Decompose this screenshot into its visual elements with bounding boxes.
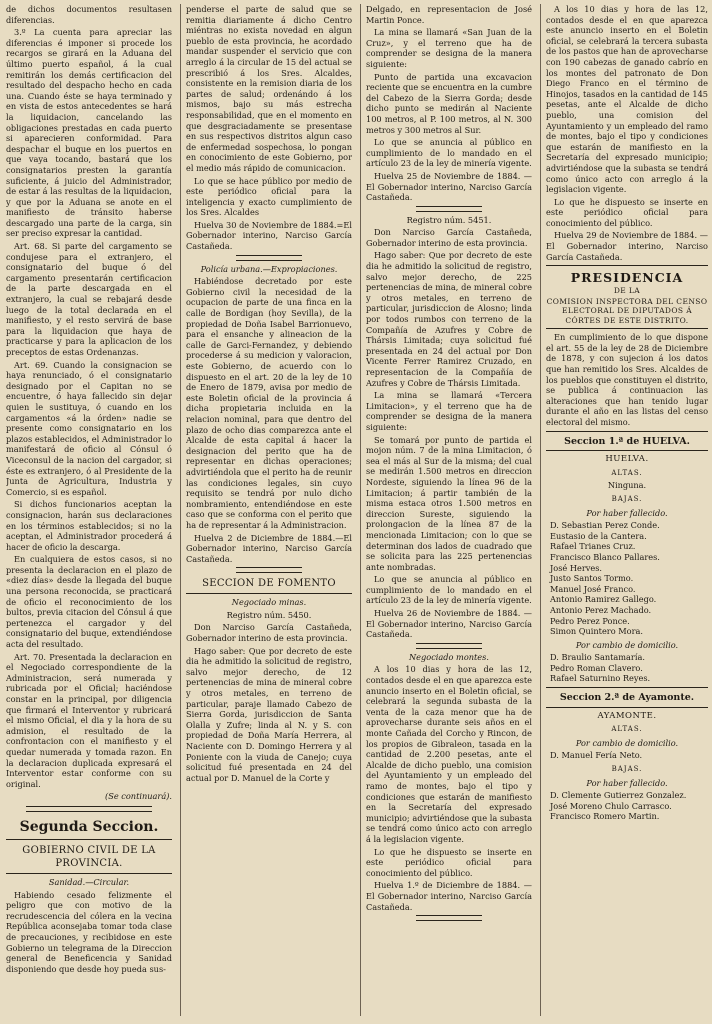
divider [546, 687, 708, 688]
person-name: Rafael Saturnino Reyes. [550, 673, 651, 684]
person-name: D. Sebastian Perez Conde. [550, 520, 660, 531]
person-name: Antonio Perez Machado. [550, 604, 652, 615]
signature-line: Huelva 1.º de Diciembre de 1884. —El Gobernador interino, Narciso García Castañeda. [366, 880, 532, 912]
reason-heading: Por haber fallecido. [586, 777, 668, 788]
subsection-heading: Negociado minas. [231, 597, 307, 608]
section-heading: SECCION DE FOMENTO [202, 578, 336, 590]
bajas-label: BAJAS. [611, 765, 643, 774]
registry-number: Registro núm. 5451. [406, 214, 492, 225]
person-name: Eustasio de la Cantera. [550, 530, 647, 541]
paragraph: Punto de partida una excavacion reciente que se encuentra en la cumbre del Cabezo de la Sierra Gorda; desde dicho punto se medirán al Naciente 100 metros, al P. 100 metros, al N. 300 metros y 300 metros al Sur. [366, 71, 532, 135]
paragraph: Lo que he dispuesto se inserte en este periódico oficial para conocimiento del público. [546, 196, 708, 228]
divider [186, 593, 352, 594]
altas-value: Ninguna. [607, 480, 647, 491]
signature-line: Huelva 2 de Diciembre de 1884.—El Gobernador interino, Narciso García Castañeda. [186, 532, 352, 564]
column-rule [540, 4, 541, 1016]
paragraph: penderse el parte de salud que se remitia diariamente á dicho Centro miéntras no exista novedad en algun pueblo de esta provincia, he acordado mandar suspender el servicio que con arreglo á la circular de 15 del actual se prescribió á los Sres. Alcaldes, consistente en la remision diaria de los partes de salud; ordenándo á los mismos, bajo su más estrecha responsabilidad, que en el momento en que desgraciadamente se presentase en sus respectivos distritos algun caso de enfermedad sospechosa, lo pongan en conocimiento de este Gobierno, por el medio más rápido de comunicacion. [186, 4, 352, 173]
deceased-list [546, 790, 708, 822]
presidencia-heading: PRESIDENCIA [570, 270, 684, 286]
presidencia-subheading: DE LA [613, 286, 641, 296]
census-section-title: Seccion 1.ª de HUELVA. [564, 435, 690, 447]
paragraph: Don Narciso García Castañeda, Gobernador interino de esta provincia. [186, 622, 352, 644]
column-rule [360, 4, 361, 1016]
divider [6, 839, 172, 840]
paragraph: Habiéndose decretado por este Gobierno civil la necesidad de la ocupacion de parte de una finca en la calle de Bordigan (hoy Sevilla), de la propiedad de Doña Isabel Barrionuevo, para el ensanche y alineacion de la calle de Garci-Fernandez, y debiendo procederse á su medicion y valoracion, este Gobierno, de acuerdo con lo dispuesto en el art. 20 de la ley de 10 de Enero de 1879, avisa por medio de este Boletin oficial de la provincia á dicha propietaria incluida en la relacion nominal, para que dentro del plazo de ocho dias comparezca ante el Alcalde de esta capital á hacer la designacion del perito que ha de representar en dichas operaciones; advirtiéndola que el perito ha de reunir las condiciones legales, sin cuyo requisito se tendrá por nulo dicho nombramiento, entendiéndose en este caso que se conforma con el perito que ha de representar á la Administracion. [186, 276, 352, 530]
paragraph: Lo que se anuncia al público en cumplimiento de lo mandado en el artículo 23 de la ley de minería vigente. [366, 137, 532, 169]
paragraph: 3.º La cuenta para apreciar las diferencias é imponer si procede los recargos se girará en la Aduana del último puerto español, á la cual remitirán los demás certificacion del resultado del despacho hecho en cada una. Cuando éste se haya terminado y en vista de estos antecedentes se hará la liquidacion, cancelando las obligaciones prestadas en cada puerto si aparecieren conformidad. Para despachar el buque en los puertos en que vaya tocando, bastará que los consignatarios presten la garantía suficiente, á juicio del Administrador, de estar á las resultas de la liquidacion, y que por la Aduana se anote en el manifiesto de tránsito haberse descargado una parte de la carga, sin ser preciso expresar la cantidad. [6, 27, 172, 239]
office-heading: GOBIERNO CIVIL DE LA PROVINCIA. [22, 844, 156, 869]
paragraph: Lo que se anuncia al público en cumplimiento de lo mandado en el artículo 23 de la ley de minería vigente. [366, 574, 532, 606]
relocated-list [546, 652, 708, 684]
person-name: D. Braulio Santamaría. [550, 652, 645, 663]
paragraph: En cumplimiento de lo que dispone el art. 55 de la ley de 28 de Diciembre de 1878, y con sujecion á los datos que han remitido los Sres. Alcaldes de los pueblos que constituyen el distrito, se publica á continuacion las alteraciones que han tenido lugar durante el año en las listas del censo electoral del mismo. [546, 332, 708, 427]
paragraph: Lo que he dispuesto se inserte en este periódico oficial para conocimiento del público. [366, 846, 532, 878]
divider [546, 450, 708, 451]
ornamental-rule [416, 643, 482, 649]
person-name: Francisco Romero Martin. [550, 811, 660, 822]
reason-heading: Por cambio de domicilio. [575, 737, 679, 748]
subsection-heading: Policía urbana.—Expropiaciones. [200, 263, 338, 274]
town-name: HUELVA. [605, 454, 649, 465]
altas-label: ALTAS. [611, 468, 643, 477]
paragraph: Art. 68. Si parte del cargamento se condujese para el extranjero, el consignatario del buque ó del cargamento presentarán certificacion de la parte descargada en el extranjero, la cual se rebajará desde luego de la total declarada en el manifiesto, y el resto servirá de base para la liquidacion que haya de practicarse y para la aplicacion de los preceptos de estas Ordenanzas. [6, 241, 172, 357]
person-name: Manuel José Franco. [550, 583, 636, 594]
census-section-title: Seccion 2.ª de Ayamonte. [559, 692, 695, 704]
person-name: José Herves. [550, 562, 603, 573]
person-name: Pedro Perez Ponce. [550, 615, 630, 626]
ornamental-rule [416, 915, 482, 921]
divider [546, 328, 708, 329]
column-2 [186, 4, 352, 1022]
divider [546, 265, 708, 266]
divider [546, 431, 708, 432]
ornamental-rule [26, 806, 152, 812]
person-name: Rafael Trianes Cruz. [550, 541, 636, 552]
paragraph: Hago saber: Que por decreto de este dia he admitido la solicitud de registro, salvo mejor derecho, de 225 pertenencias de mina, de mineral cobre y otros metales, en terreno de particular, jurisdiccion de Alosno; linda por todos rumbos con terreno de la Compañía de Azufres y Cobre de Thársis Limitada; cuya solicitud fué presentada en 24 del actual por Don Vicente Ferrer Ramirez Cruzado, en representacion de la Compañía de Azufres y Cobre de Thársis Limitada. [366, 250, 532, 388]
relocated-list [546, 750, 708, 761]
deceased-list [546, 520, 708, 637]
paragraph: La mina se llamará «Tercera Limitacion», y el terreno que ha de comprender se designa de la manera siguiente: [366, 390, 532, 432]
column-3 [366, 4, 532, 1022]
paragraph: Se tomará por punto de partida el mojon núm. 7 de la mina Limitacion, ó sea el más al Sur de la misma; del cual se medirán 1.500 metros en direccion Nordeste, siguiendo la línea 96 de la Limitacion; á partir también de la misma estaca otros 1.500 metros en direccion Sureste, siguiendo la prolongacion de la línea 87 de la mencionada Limitacion; con lo que se determinan dos lados de cuadrado que se solicita para las 225 pertenencias ante nombradas. [366, 434, 532, 572]
person-name: José Moreno Chulo Carrasco. [550, 800, 672, 811]
commission-heading: COMISION INSPECTORA DEL CENSO ELECTORAL DE DIPUTADOS Á CÓRTES DE ESTE DISTRITO. [546, 296, 708, 325]
altas-label: ALTAS. [611, 725, 643, 734]
person-name: D. Manuel Fería Neto. [550, 750, 643, 761]
person-name: Simon Quintero Mora. [550, 626, 643, 637]
registry-number: Registro núm. 5450. [226, 609, 312, 620]
paragraph: Si dichos funcionarios aceptan la consignacion, harán sus declaraciones en los términos establecidos; si no la aceptan, el Administrador procederá á hacer de oficio la descarga. [6, 499, 172, 552]
ornamental-rule [236, 567, 302, 573]
reason-heading: Por cambio de domicilio. [575, 639, 679, 650]
person-name: Francisco Blanco Pallares. [550, 551, 660, 562]
person-name: Antonio Ramirez Gallego. [550, 594, 657, 605]
column-4 [546, 4, 708, 1022]
column-1 [6, 4, 172, 1022]
signature-line: Huelva 29 de Noviembre de 1884. —El Gobernador interino, Narciso García Castañeda. [546, 230, 708, 262]
divider [546, 707, 708, 708]
subsection-heading: Negociado montes. [409, 651, 489, 662]
person-name: Pedro Roman Clavero. [550, 662, 643, 673]
paragraph: Don Narciso García Castañeda, Gobernador interino de esta provincia. [366, 227, 532, 248]
column-rule [180, 4, 181, 1016]
person-name: Justo Santos Tormo. [550, 573, 634, 584]
subsection-heading: Sanidad.—Circular. [48, 876, 130, 887]
reason-heading: Por haber fallecido. [586, 507, 668, 518]
paragraph: de dichos documentos resultasen diferencias. [6, 4, 172, 25]
paragraph: Art. 69. Cuando la consignacion se haya renunciado, ó el consignatario designado por el Capitan no se encuentre, ó haya fallecido sin dejar quien le sustituya, ó cuando en los cargamentos «á la órden» nadie se presente como consignatario en los plazos establecidos, el Administrador lo manifestará de oficio al Cónsul ó Viceconsul de la nacion del cargador, si éste es extranjero, ó al Presidente de la Junta de Agricultura, Industria y Comercio, si es español. [6, 359, 172, 497]
paragraph: Delgado, en representacion de José Martin Ponce. [366, 4, 532, 25]
section-heading: Segunda Seccion. [19, 818, 159, 835]
paragraph: Lo que se hace público por medio de este periódico oficial para la inteligencia y exacto cumplimiento de los Sres. Alcaldes [186, 175, 352, 218]
paragraph: Art. 70. Presentada la declaracion en el Negociado correspondiente de la Administracion, será numerada y rubricada por el Oficial; haciéndose constar en la principal, por diligencia que firmará el Interventor y rubricará el mismo Oficial, el dia y la hora de su admision, el resultado de la confrontacion con el manifiesto y el quedar numerada y tomada razon. En la declaracion duplicada expresará el Interventor estar conforme con su original. [6, 651, 172, 789]
continued-note: (Se continuará). [105, 791, 172, 802]
paragraph: A los 10 dias y hora de las 12, contados desde el en que aparezca este anuncio inserto en el Boletin oficial, se celebrará la segunda subasta de la venta de la caza menor que ha de aprovecharse durante seis años en el monte Cañada del Corcho y Rincon, de los propios de Gibraleon, tasada en la cantidad de 2.200 pesetas, ante el Alcalde de dicho pueblo, una comision del Ayuntamiento y un empleado del ramo de montes, bajo el tipo y condiciones que estarán de manifiesto en la Secretaría del expresado municipio; advirtiéndose que la subasta se tendrá como único acto con arreglo á la legislacion vigente. [366, 664, 532, 844]
divider [6, 873, 172, 874]
paragraph: La mina se llamará «San Juan de la Cruz», y el terreno que ha de comprender se designa de la manera siguiente: [366, 27, 532, 69]
ornamental-rule [236, 255, 302, 261]
paragraph: Habiendo cesado felizmente el peligro que con motivo de la recrudescencia del cólera en la vecina República aconsejaba tomar toda clase de precauciones, y recibidose en este Gobierno un telegrama de la Direccion general de Beneficencia y Sanidad disponiendo que desde hoy pueda sus- [6, 889, 172, 974]
person-name: D. Clemente Gutierrez Gonzalez. [550, 790, 687, 801]
paragraph: A los 10 dias y hora de las 12, contados desde el en que aparezca este anuncio inserto en el Boletin oficial, se celebrará la tercera subasta de los pastos que han de aprovecharse con 190 cabezas de ganado cabrío en los montes del patronato de Don Diego Franco en el término de Hinojos, tasados en la cantidad de 145 pesetas, ante el Alcalde de dicho pueblo, una comision del Ayuntamiento y un empleado del ramo de montes, bajo el tipo y condiciones que estarán de manifiesto en la Secretaría del expresado municipio; advirtiéndose que la subasta se tendrá como único acto con arreglo á la legislacion vigente. [546, 4, 708, 195]
paragraph: Hago saber: Que por decreto de este dia he admitido la solicitud de registro, salvo mejor derecho, de 12 pertenencias de mina de mineral cobre y otros metales, en terreno de particular, paraje llamado Cabezo de Sierra Gorda, jurisdiccion de Santa Olalla y Zufre; linda al N. y S. con propiedad de Doña María Herrera, al Naciente con D. Domingo Herrera y al Poniente con la viuda de Canejo; cuya solicitud fué presentada en 24 del actual por D. Manuel de la Corte y [186, 645, 352, 783]
town-name: AYAMONTE. [597, 710, 657, 721]
ornamental-rule [416, 206, 482, 212]
signature-line: Huelva 25 de Noviembre de 1884. —El Gobernador interino, Narciso García Castañeda. [366, 170, 532, 203]
bajas-label: BAJAS. [611, 494, 643, 503]
signature-line: Huelva 26 de Noviembre de 1884. —El Gobernador interino, Narciso García Castañeda. [366, 608, 532, 640]
signature-line: Huelva 30 de Noviembre de 1884.=El Gobernador interino, Narciso García Castañeda. [186, 219, 352, 252]
paragraph: En cualquiera de estos casos, si no presenta la declaracion en el plazo de «diez días» desde la llegada del buque una persona reconocida, se practicará de oficio el reconocimiento de los bultos, previa citacion del Cónsul á que pertenezca el cargador y del consignatario del buque, extendiéndose acta del resultado. [6, 554, 172, 650]
